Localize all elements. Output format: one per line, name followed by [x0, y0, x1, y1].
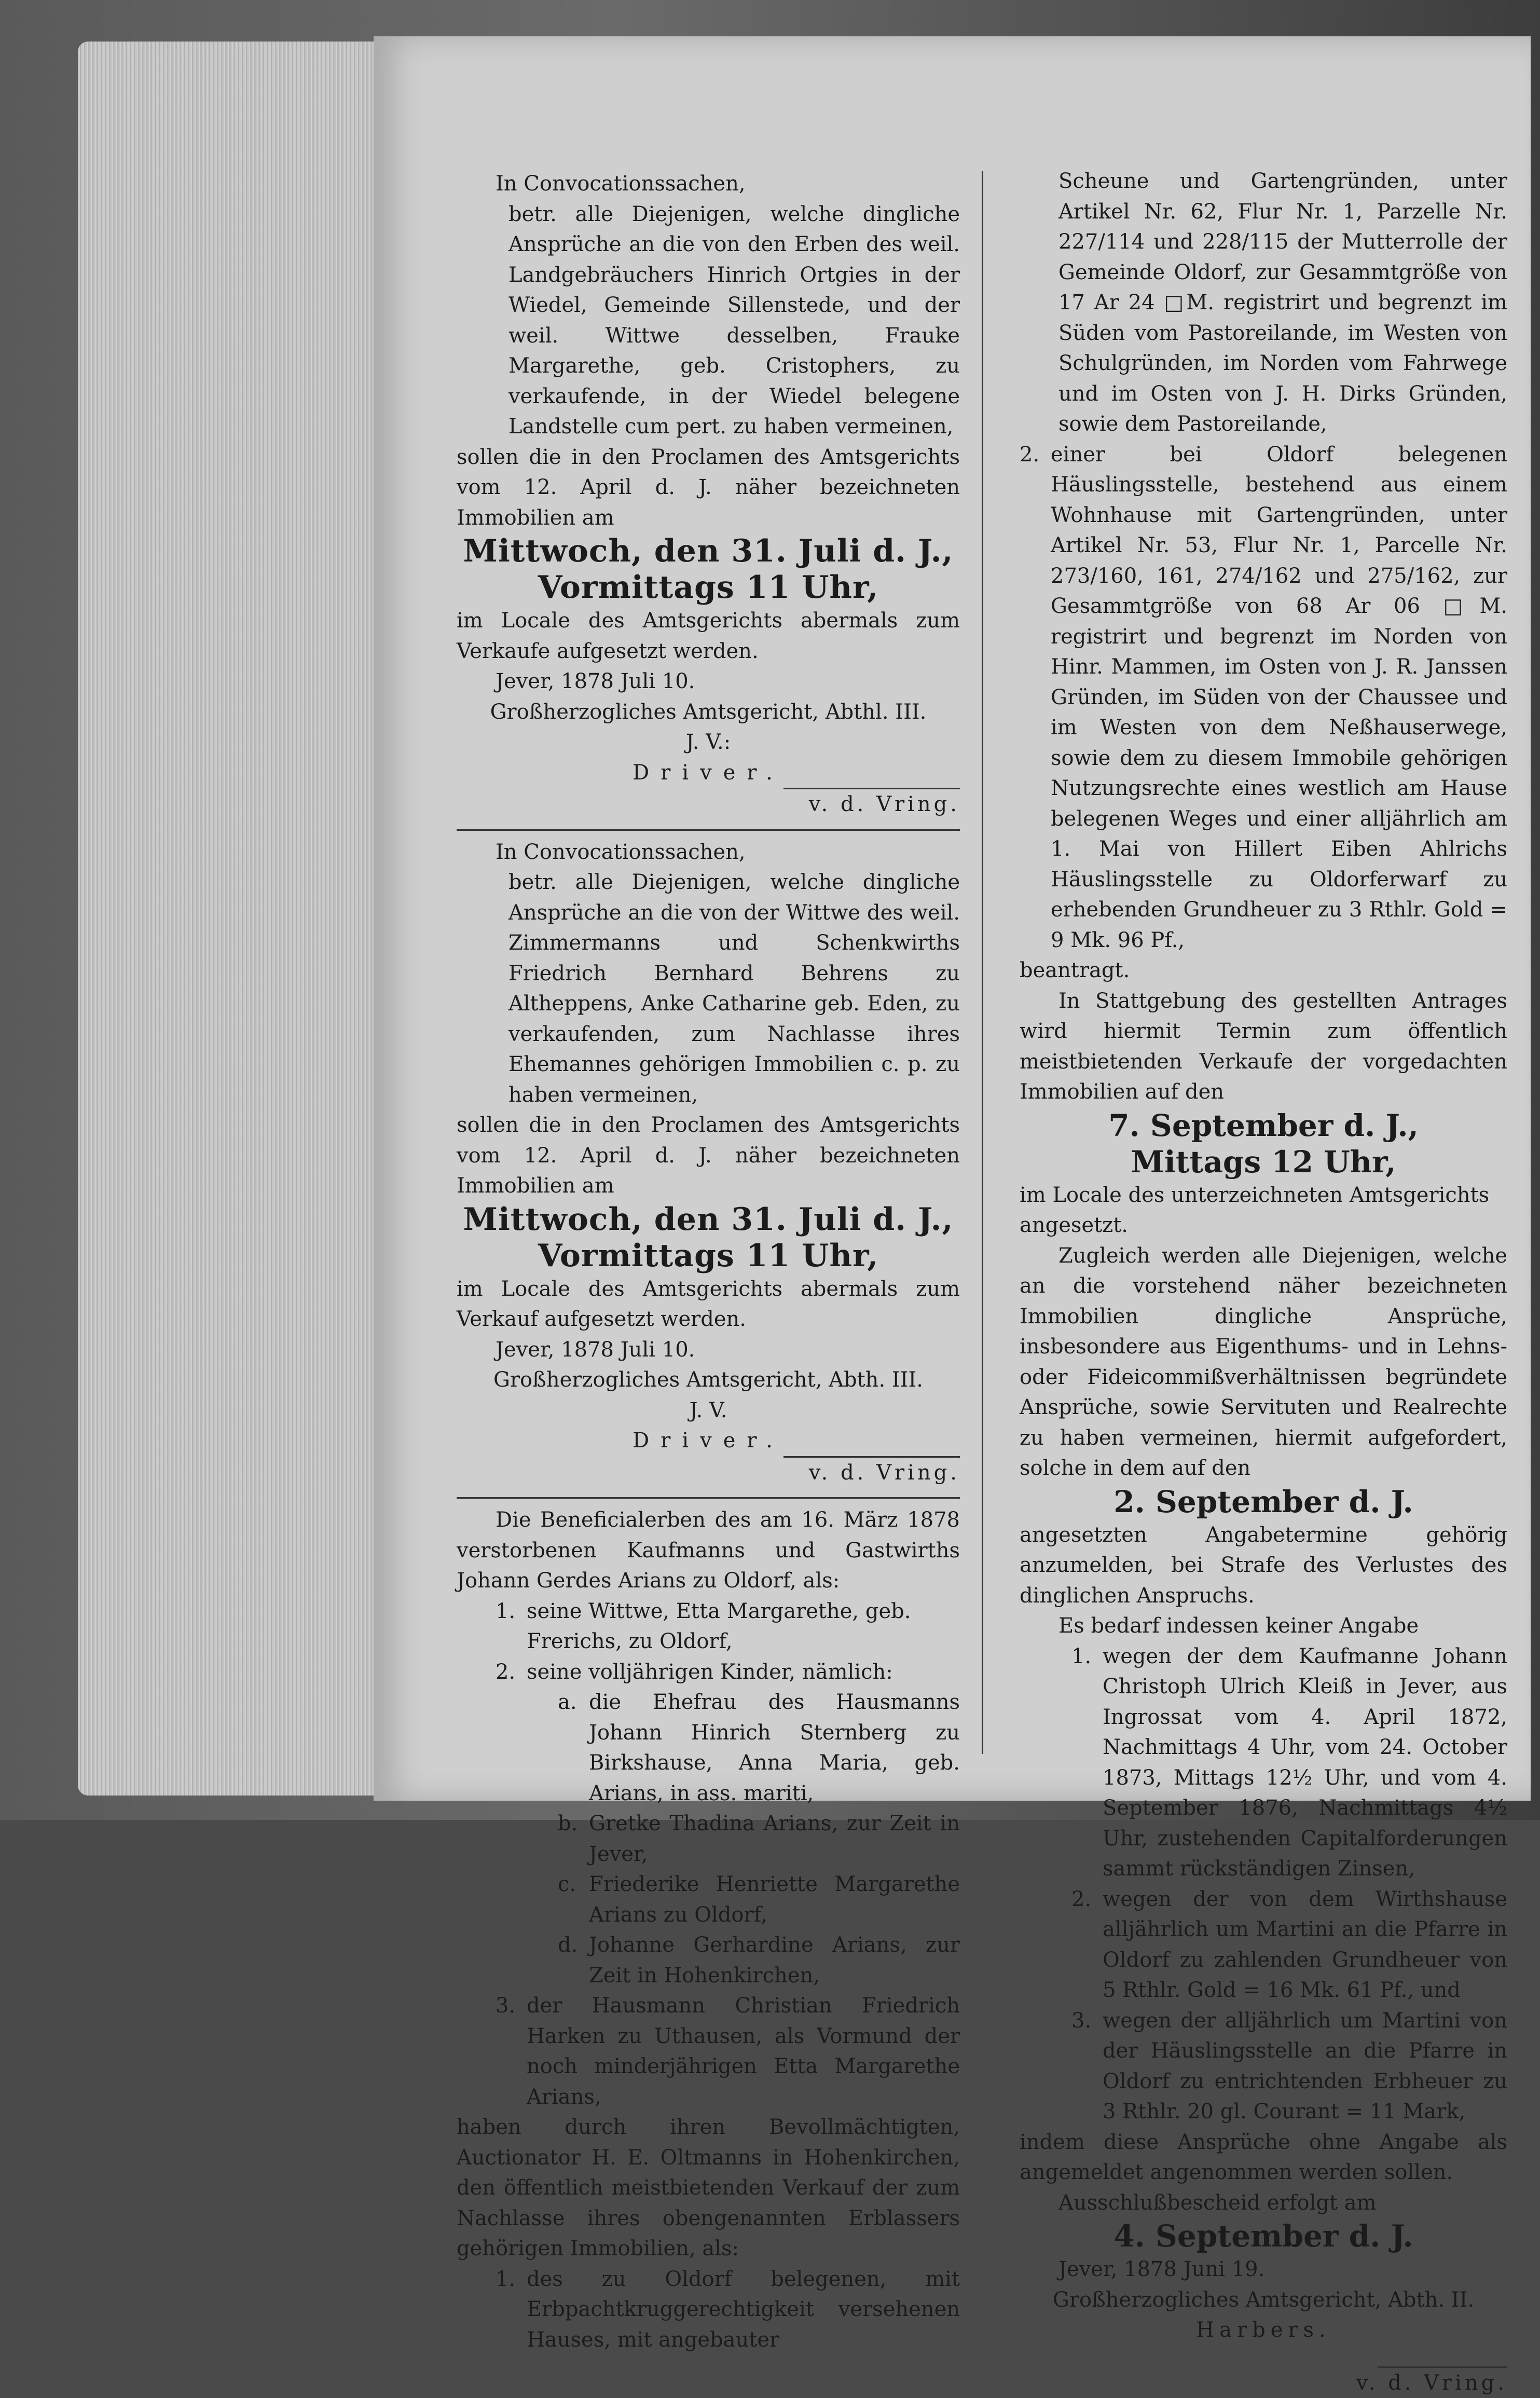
list-text: wegen der von dem Wirthshause alljährlich um Martini an die Pfarre in Oldorf zu zahlenden Grundheuer von 5 Rthlr. Gold = 16 Mk. 61 Pf., und [1103, 1884, 1507, 2006]
book-page-edges [78, 42, 374, 1796]
list-item [457, 1991, 960, 2112]
heirs-intro: Die Beneficialerben des am 16. März 1878 verstorbenen Kaufmanns und Gastwirths Johann Gerdes Arians zu Oldorf, als: [457, 1505, 960, 1596]
angesetzt-text: angesetzten Angabetermine gehörig anzumelden, bei Strafe des Verlustes des dinglichen Anspruchs. [1020, 1520, 1507, 1611]
list-text: seine Wittwe, Etta Margarethe, geb. Frerichs, zu Oldorf, [527, 1596, 960, 1657]
iv-label: J. V. [457, 1395, 960, 1426]
signature-clerk: v. d. Vring. [457, 1458, 960, 1488]
sale-date: Mittwoch, den 31. Juli d. J., [457, 533, 960, 569]
signature-clerk: v. d. Vring. [1020, 2368, 1507, 2398]
place-date: Jever, 1878 Juli 10. [457, 1335, 960, 1365]
beantragt: beantragt. [1020, 955, 1507, 986]
right-column [1020, 166, 1507, 2398]
place-date: Jever, 1878 Juli 10. [457, 666, 960, 697]
list-number: 3. [496, 1991, 527, 2112]
ausschluss-text: Ausschlußbescheid erfolgt am [1020, 2188, 1507, 2218]
list-text: des zu Oldorf belegenen, mit Erbpachtkruggerechtigkeit versehenen Hauses, mit angebauter [527, 2264, 960, 2355]
list-item [1020, 1884, 1507, 2006]
list-text: wegen der dem Kaufmanne Johann Christoph Ulrich Kleiß in Jever, aus Ingrossat vom 4. April 1872, Nachmittags 4 Uhr, vom 24. October 1873, Mittags 12½ Uhr, und vom 4. September 1876, Nachmittags 4½ Uhr, zustehenden Capitalforderungen sammt rückständigen Zinsen, [1103, 1641, 1507, 1884]
list-item [457, 1930, 960, 1991]
list-number: 2. [1071, 1884, 1103, 2006]
sale-time: Mittags 12 Uhr, [1020, 1144, 1507, 1180]
sale-time: Vormittags 11 Uhr, [457, 569, 960, 606]
notice-subject: betr. alle Diejenigen, welche dingliche Ansprüche an die von den Erben des weil. Landgebräuchers Hinrich Ortgies in der Wiedel, Gemeinde Sillenstede, und der weil. Wittwe desselben, Frauke Margarethe, geb. Cristophers, zu verkaufende, in der Wiedel belegene Landstelle cum pert. zu haben vermeinen, [457, 199, 960, 442]
list-text: einer bei Oldorf belegenen Häuslingsstelle, bestehend aus einem Wohnhause mit Gartengründen, unter Artikel Nr. 53, Flur Nr. 1, Parcelle Nr. 273/160, 161, 274/162 und 275/162, zur Gesammtgröße von 68 Ar 06 □M. registrirt und begrenzt im Norden von Hinr. Mammen, im Osten von J. R. Janssen Gründen, im Süden von der Chaussee und im Westen von dem Neßhauserwege, sowie dem zu diesem Immobile gehörigen Nutzungsrechte eines westlich am Hause belegenen Weges und einer alljährlich am 1. Mai von Hillert Eiben Ahlrichs Häuslingsstelle zu Oldorferwarf zu erhebenden Grundheuer zu 3 Rthlr. Gold = 9 Mk. 96 Pf., [1051, 440, 1507, 956]
list-item [457, 1657, 960, 1688]
notice-subject: betr. alle Diejenigen, welche dingliche Ansprüche an die von der Wittwe des weil. Zimmermanns und Schenkwirths Friedrich Bernhard Behrens zu Altheppens, Anke Catharine geb. Eden, zu verkaufenden, zum Nachlasse ihres Ehemannes gehörigen Immobilien c. p. zu haben vermeinen, [457, 867, 960, 1110]
notice-3 [457, 1505, 960, 2355]
list-item [457, 1869, 960, 1930]
notice-heading: In Convocationssachen, [457, 169, 960, 199]
notice-body: sollen die in den Proclamen des Amtsgerichts vom 12. April d. J. näher bezeichneten Immobilien am [457, 442, 960, 533]
sale-time: Vormittags 11 Uhr, [457, 1238, 960, 1274]
list-number: 1. [496, 1596, 527, 1657]
column-divider [982, 171, 983, 1754]
list-item [1020, 2006, 1507, 2127]
list-text: wegen der alljährlich um Martini von der Häuslingsstelle an die Pfarre in Oldorf zu entrichtenden Erbheuer zu 3 Rthlr. 20 gl. Courant = 11 Mark, [1103, 2006, 1507, 2127]
notice-after: im Locale des Amtsgerichts abermals zum Verkaufe aufgesetzt werden. [457, 606, 960, 666]
notice-2 [457, 837, 960, 1488]
property-continuation: Scheune und Gartengründen, unter Artikel Nr. 62, Flur Nr. 1, Parzelle Nr. 227/114 und 228/115 der Mutterrolle der Gemeinde Oldorf, zur Gesammtgröße von 17 Ar 24 □M. registrirt und begrenzt im Süden vom Pastoreilande, im Westen von Schulgründen, im Norden vom Fahrwege und im Osten von J. H. Dirks Gründen, sowie dem Pastoreilande, [1020, 166, 1507, 440]
list-number: 3. [1071, 2006, 1103, 2127]
list-text: der Hausmann Christian Friedrich Harken zu Uthausen, als Vormund der noch minderjährigen Etta Margarethe Arians, [527, 1991, 960, 2112]
stattgebung: In Stattgebung des gestellten Antrages wird hiermit Termin zum öffentlich meistbietenden Verkaufe der vorgedachten Immobilien auf den [1020, 986, 1507, 1107]
summons-text: Zugleich werden alle Diejenigen, welche an die vorstehend näher bezeichneten Immobilien dingliche Ansprüche, insbesondere aus Eigenthums- und in Lehns- oder Fideicommißverhältnissen begründete Ansprüche, sowie Servituten und Realrechte zu haben vermeinen, hiermit aufgefordert, solche in dem auf den [1020, 1241, 1507, 1484]
list-number: 1. [1071, 1641, 1103, 1884]
section-rule [457, 1497, 960, 1499]
signature-clerk: v. d. Vring. [457, 789, 960, 820]
list-number: d. [558, 1930, 589, 1991]
sale-date: 7. September d. J., [1020, 1107, 1507, 1144]
court-name: Großherzogliches Amtsgericht, Abth. II. [1020, 2285, 1507, 2315]
locale-line: im Locale des unterzeichneten Amtsgerichts angesetzt. [1020, 1180, 1507, 1241]
notice-heading: In Convocationssachen, [457, 837, 960, 868]
signer-name: Driver. [457, 758, 960, 788]
claim-date: 2. September d. J. [1020, 1484, 1507, 1520]
list-text: Gretke Thadina Arians, zur Zeit in Jever, [589, 1808, 960, 1869]
list-text: die Ehefrau des Hausmanns Johann Hinrich Sternberg zu Birkshause, Anna Maria, geb. Arians, in ass. mariti, [589, 1687, 960, 1808]
list-item [457, 1687, 960, 1808]
section-rule [457, 829, 960, 831]
sale-date: Mittwoch, den 31. Juli d. J., [457, 1201, 960, 1238]
list-number: a. [558, 1687, 589, 1808]
list-item [1020, 440, 1507, 956]
list-number: 2. [1020, 440, 1051, 956]
notice-after: im Locale des Amtsgerichts abermals zum Verkauf aufgesetzt werden. [457, 1274, 960, 1335]
iv-label: J. V.: [457, 727, 960, 758]
list-number: c. [558, 1869, 589, 1930]
indem-text: indem diese Ansprüche ohne Angabe als angemeldet angenommen werden sollen. [1020, 2127, 1507, 2188]
list-item [457, 2264, 960, 2355]
list-item [1020, 1641, 1507, 1884]
sale-request-body: haben durch ihren Bevollmächtigten, Auctionator H. E. Oltmanns in Hohenkirchen, den öffentlich meistbietenden Verkauf der zum Nachlasse ihres obengenannten Erblassers gehörigen Immobilien, als: [457, 2112, 960, 2264]
left-column [457, 169, 960, 2355]
list-number: b. [558, 1808, 589, 1869]
list-item [457, 1808, 960, 1869]
list-item [457, 1596, 960, 1657]
list-text: Friederike Henriette Margarethe Arians zu Oldorf, [589, 1869, 960, 1930]
notice-1 [457, 169, 960, 820]
list-text: Johanne Gerhardine Arians, zur Zeit in Hohenkirchen, [589, 1930, 960, 1991]
list-number: 2. [496, 1657, 527, 1688]
court-name: Großherzogliches Amtsgericht, Abth. III. [457, 1365, 960, 1395]
signer-name: Driver. [457, 1426, 960, 1456]
list-text: seine volljährigen Kinder, nämlich: [527, 1657, 960, 1688]
notice-body: sollen die in den Proclamen des Amtsgerichts vom 12. April d. J. näher bezeichneten Immobilien am [457, 1110, 960, 1201]
bedarf-text: Es bedarf indessen keiner Angabe [1020, 1611, 1507, 1641]
place-date: Jever, 1878 Juni 19. [1020, 2254, 1507, 2285]
decision-date: 4. September d. J. [1020, 2218, 1507, 2254]
list-number: 1. [496, 2264, 527, 2355]
court-name: Großherzogliches Amtsgericht, Abthl. III. [457, 697, 960, 728]
signer-name: Harbers. [1020, 2315, 1507, 2346]
